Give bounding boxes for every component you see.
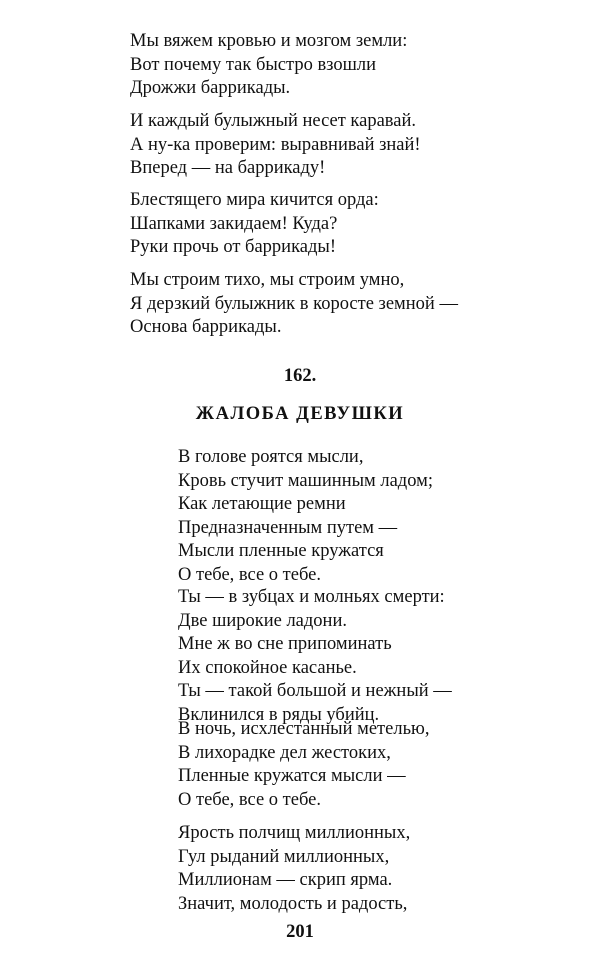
stanza (178, 822, 410, 916)
verse-line: Две широкие ладони. (178, 610, 347, 631)
verse-line: Блестящего мира кичится орда: (130, 190, 379, 210)
stanza (178, 586, 452, 727)
verse-line: И каждый булыжный несет каравай. (130, 111, 417, 131)
poem-number: 162. (283, 366, 317, 386)
stanza (130, 110, 421, 181)
verse-line: Ты — такой большой и нежный — (178, 681, 452, 701)
stanza (130, 189, 379, 260)
stanza (130, 30, 407, 101)
verse-line: Дрожжи баррикады. (130, 78, 291, 98)
verse-line: Кровь стучит машинным ладом; (178, 470, 433, 491)
verse-line: Вот почему так быстро взошли (130, 54, 377, 75)
page-number: 201 (286, 922, 314, 942)
verse-line: В лихорадке дел жестоких, (178, 742, 391, 763)
verse-line: Шапками закидаем! Куда? (130, 213, 338, 234)
verse-line: Их спокойное касанье. (178, 657, 357, 678)
verse-line: Предназначенным путем — (178, 517, 398, 538)
verse-line: Вклинился в ряды убийц. (178, 704, 380, 725)
verse-line: Миллионам — скрип ярма. (178, 870, 393, 890)
verse-line: А ну-ка проверим: выравнивай знай! (130, 134, 421, 155)
verse-line: Мысли пленные кружатся (178, 541, 384, 561)
verse-line: Ярость полчищ миллионных, (178, 823, 411, 843)
verse-line: Основа баррикады. (130, 317, 282, 337)
verse-line: Значит, молодость и радость, (178, 893, 408, 914)
verse-line: Гул рыданий миллионных, (178, 846, 390, 867)
verse-line: Вперед — на баррикаду! (130, 158, 326, 178)
verse-line: Я дерзкий булыжник в коросте земной — (130, 293, 458, 314)
verse-line: О тебе, все о тебе. (178, 564, 321, 585)
verse-line: Мне ж во сне припоминать (178, 634, 392, 654)
verse-line: Мы строим тихо, мы строим умно, (130, 270, 405, 290)
verse-line: Пленные кружатся мысли — (178, 766, 406, 786)
verse-line: Мы вяжем кровью и мозгом земли: (130, 31, 408, 51)
verse-line: В ночь, исхлестанный метелью, (178, 719, 430, 739)
poem-title: ЖАЛОБА ДЕВУШКИ (195, 404, 405, 424)
stanza (178, 718, 429, 812)
stanza (178, 446, 433, 587)
verse-line: Как летающие ремни (178, 494, 346, 514)
stanza (130, 269, 458, 340)
verse-line: Ты — в зубцах и молньях смерти: (178, 587, 445, 607)
verse-line: О тебе, все о тебе. (178, 789, 321, 810)
verse-line: Руки прочь от баррикады! (130, 237, 337, 257)
verse-line: В голове роятся мысли, (178, 447, 364, 467)
